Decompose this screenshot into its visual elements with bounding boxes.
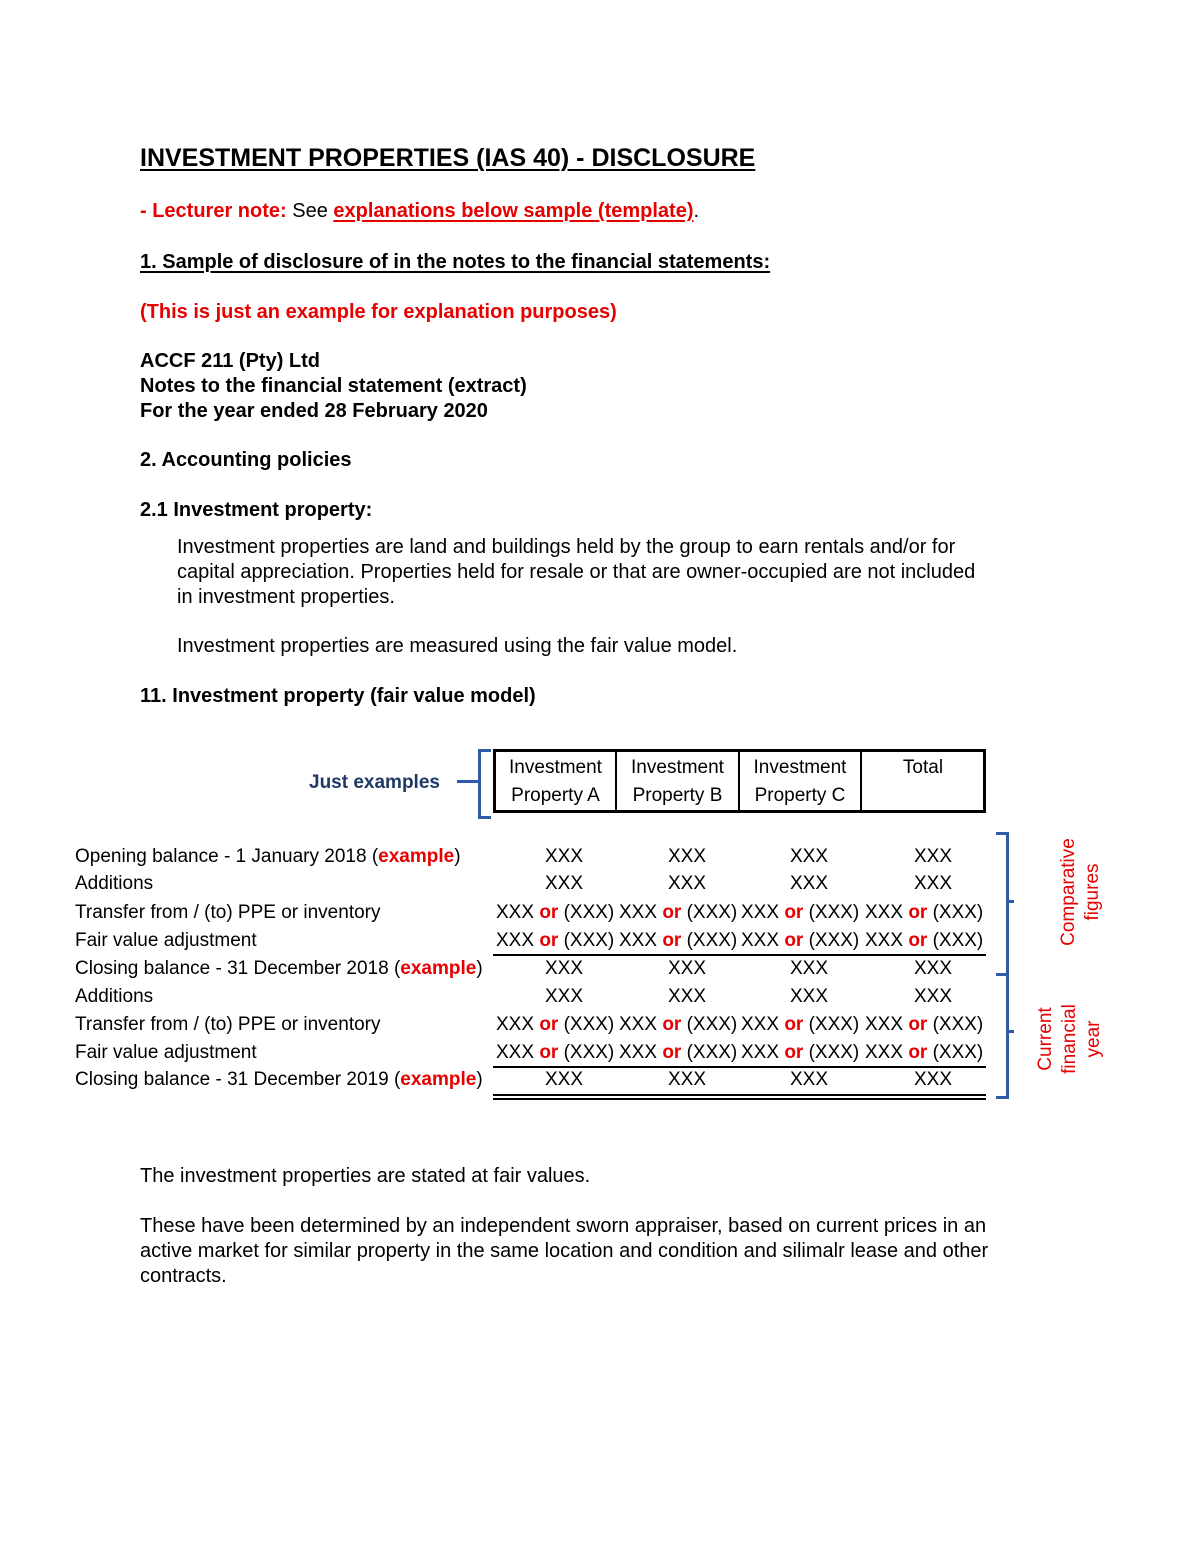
cell-value-left: XXX [496,1042,540,1063]
cell-or: or [662,1014,682,1035]
cell-value-right: (XXX) [803,1014,860,1035]
cell-or: or [539,902,559,923]
cell-value: XXX [789,846,828,867]
example-note: (This is just an example for explanation purposes) [140,301,617,323]
table-cell [745,958,828,980]
table-cell [865,930,983,952]
cell-or: or [784,1042,804,1063]
comparative-figures-label [1057,832,1109,952]
cell-value-left: XXX [741,930,785,951]
cell-or: or [662,1042,682,1063]
table-cell [619,902,737,924]
cell-value: XXX [913,986,952,1007]
cell-or: or [662,902,682,923]
policy-line-1: Investment properties are land and buildings held by the group to earn rentals and/or for [177,536,956,558]
cell-value: XXX [667,958,706,979]
closing-line-3: active market for similar property in the same location and condition and silimalr lease and other [140,1240,989,1262]
cell-or: or [908,1042,928,1063]
total-double-rule [493,1098,986,1100]
table-cell [869,873,952,895]
accounting-policies-heading: 2. Accounting policies [140,449,352,471]
row-label-example: example [400,958,477,979]
row-label-text: Transfer from / (to) PPE or inventory [75,902,381,923]
row-label [75,873,153,895]
cell-value-left: XXX [619,1042,663,1063]
row-label [75,1042,257,1064]
investment-property-heading: 2.1 Investment property: [140,499,373,521]
cell-value-left: XXX [496,1014,540,1035]
column-header-property-b [617,750,738,812]
table-cell [865,1014,983,1036]
cell-value: XXX [544,1069,583,1090]
current-year-bracket-tick [1006,1030,1014,1033]
section1-heading: 1. Sample of disclosure of in the notes to the financial statements: [140,251,771,273]
table-cell [869,958,952,980]
table-cell [623,958,706,980]
cell-value-right: (XXX) [927,1014,984,1035]
row-label-text: Closing balance - 31 December 2019 ( [75,1069,401,1090]
cell-value-left: XXX [741,902,785,923]
table-cell [496,930,614,952]
table-cell [623,1069,706,1091]
cell-value-right: (XXX) [558,930,615,951]
table-cell [745,873,828,895]
table-cell [619,1014,737,1036]
table-cell [500,986,583,1008]
examples-bracket-tick [457,780,479,783]
table-cell [496,1014,614,1036]
row-label-text: Additions [75,986,154,1007]
cell-or: or [539,1014,559,1035]
cell-value-right: (XXX) [681,1042,738,1063]
lecturer-note [140,199,699,224]
row-label-text: Opening balance - 1 January 2018 ( [75,846,379,867]
cell-or: or [539,1042,559,1063]
cell-value-right: (XXX) [681,930,738,951]
subtotal-rule [493,1066,986,1068]
cell-value-left: XXX [865,902,909,923]
cell-value-right: (XXX) [803,902,860,923]
cell-value: XXX [667,846,706,867]
table-cell [741,930,859,952]
cell-or: or [908,1014,928,1035]
cell-or: or [784,930,804,951]
cell-value: XXX [789,986,828,1007]
column-header-line2: Property C [754,785,846,806]
cell-value-left: XXX [619,930,663,951]
current-line2: financial [1059,1004,1080,1074]
cell-value: XXX [913,1069,952,1090]
column-header-total [862,750,984,812]
cell-or: or [539,930,559,951]
row-label [75,846,461,868]
cell-value-right: (XXX) [927,930,984,951]
column-header-line1: Investment [753,757,847,778]
row-label-text: Fair value adjustment [75,930,257,951]
table-cell [869,986,952,1008]
cell-value: XXX [667,986,706,1007]
lecturer-note-middle: See [286,200,334,222]
cell-value-right: (XXX) [927,1042,984,1063]
column-header-line1: Total [902,757,944,778]
cell-value: XXX [789,873,828,894]
cell-value-left: XXX [865,930,909,951]
row-label-text: Fair value adjustment [75,1042,257,1063]
cell-value-left: XXX [865,1042,909,1063]
cell-value: XXX [544,873,583,894]
table-cell [623,846,706,868]
cell-value-left: XXX [496,902,540,923]
cell-value: XXX [789,958,828,979]
cell-value-left: XXX [619,1014,663,1035]
table-cell [496,902,614,924]
table-cell [623,986,706,1008]
table-cell [500,958,583,980]
cell-value-right: (XXX) [681,1014,738,1035]
row-label-end: ) [454,846,461,867]
cell-value: XXX [667,873,706,894]
table-cell [619,930,737,952]
table-cell [623,873,706,895]
column-header-line2: Property A [511,785,600,806]
cell-value: XXX [913,846,952,867]
cell-value: XXX [544,986,583,1007]
cell-value-left: XXX [496,930,540,951]
policy-line-3: in investment properties. [177,586,395,608]
comparative-line1: Comparative [1058,838,1079,946]
table-cell [741,902,859,924]
row-label [75,1014,381,1036]
table-cell [869,846,952,868]
cell-value-right: (XXX) [558,1014,615,1035]
lecturer-note-prefix: - Lecturer note: [140,200,287,222]
table-cell [745,846,828,868]
cell-value-right: (XXX) [927,902,984,923]
cell-value-right: (XXX) [558,902,615,923]
lecturer-note-suffix: . [693,200,700,222]
table-cell [496,1042,614,1064]
lecturer-note-link[interactable]: explanations below sample (template) [333,200,694,222]
comparative-line2: figures [1082,863,1103,921]
current-line1: Current [1035,1007,1056,1071]
examples-bracket [478,749,491,819]
table-cell [865,1042,983,1064]
table-cell [500,873,583,895]
cell-or: or [662,930,682,951]
table-cell [865,902,983,924]
cell-value: XXX [544,846,583,867]
row-label-text: Transfer from / (to) PPE or inventory [75,1014,381,1035]
closing-line-1: The investment properties are stated at fair values. [140,1165,591,1187]
note11-heading: 11. Investment property (fair value model) [140,685,536,707]
cell-value-left: XXX [619,902,663,923]
table-cell [500,1069,583,1091]
current-financial-year-label [1034,1001,1110,1077]
subtotal-rule [493,954,986,956]
table-cell [869,1069,952,1091]
year-end: For the year ended 28 February 2020 [140,400,488,422]
column-header-line1: Investment [631,757,724,778]
table-cell [619,1042,737,1064]
row-label-end: ) [476,1069,483,1090]
company-name: ACCF 211 (Pty) Ltd [140,350,321,372]
cell-value-left: XXX [741,1014,785,1035]
cell-or: or [784,1014,804,1035]
row-label [75,902,381,924]
cell-or: or [784,902,804,923]
row-label [75,930,257,952]
comparative-bracket-tick [1006,900,1014,903]
current-line3: year [1083,1020,1104,1058]
column-header-line1: Investment [509,757,602,778]
table-cell [745,1069,828,1091]
row-label-text: Closing balance - 31 December 2018 ( [75,958,401,979]
cell-value-left: XXX [741,1042,785,1063]
table-cell [500,846,583,868]
cell-value-right: (XXX) [803,1042,860,1063]
just-examples-label: Just examples [309,772,440,793]
cell-or: or [908,902,928,923]
cell-or: or [908,930,928,951]
cell-value: XXX [789,1069,828,1090]
page-title: INVESTMENT PROPERTIES (IAS 40) - DISCLOSURE [140,144,756,172]
policy-line-2: capital appreciation. Properties held for resale or that are owner-occupied are not included [177,561,976,583]
closing-line-2: These have been determined by an independent sworn appraiser, based on current prices in an [140,1215,987,1237]
cell-value-right: (XXX) [558,1042,615,1063]
cell-value: XXX [913,873,952,894]
cell-value: XXX [667,1069,706,1090]
notes-title: Notes to the financial statement (extract) [140,375,527,397]
row-label [75,958,483,980]
column-header-property-c [740,750,860,812]
row-label [75,986,153,1008]
table-cell [745,986,828,1008]
cell-value: XXX [544,958,583,979]
cell-value: XXX [913,958,952,979]
column-header-line2: Property B [632,785,723,806]
row-label-text: Additions [75,873,154,894]
total-double-rule [493,1094,986,1096]
column-header-property-a [496,750,615,812]
cell-value-right: (XXX) [803,930,860,951]
row-label-example: example [378,846,455,867]
row-label-end: ) [476,958,483,979]
policy-line-4: Investment properties are measured using the fair value model. [177,635,738,657]
cell-value-left: XXX [865,1014,909,1035]
row-label-example: example [400,1069,477,1090]
row-label [75,1069,483,1091]
table-cell [741,1042,859,1064]
current-year-bracket [996,973,1009,1099]
table-cell [741,1014,859,1036]
cell-value-right: (XXX) [681,902,738,923]
closing-line-4: contracts. [140,1265,227,1287]
comparative-bracket [996,832,1009,976]
